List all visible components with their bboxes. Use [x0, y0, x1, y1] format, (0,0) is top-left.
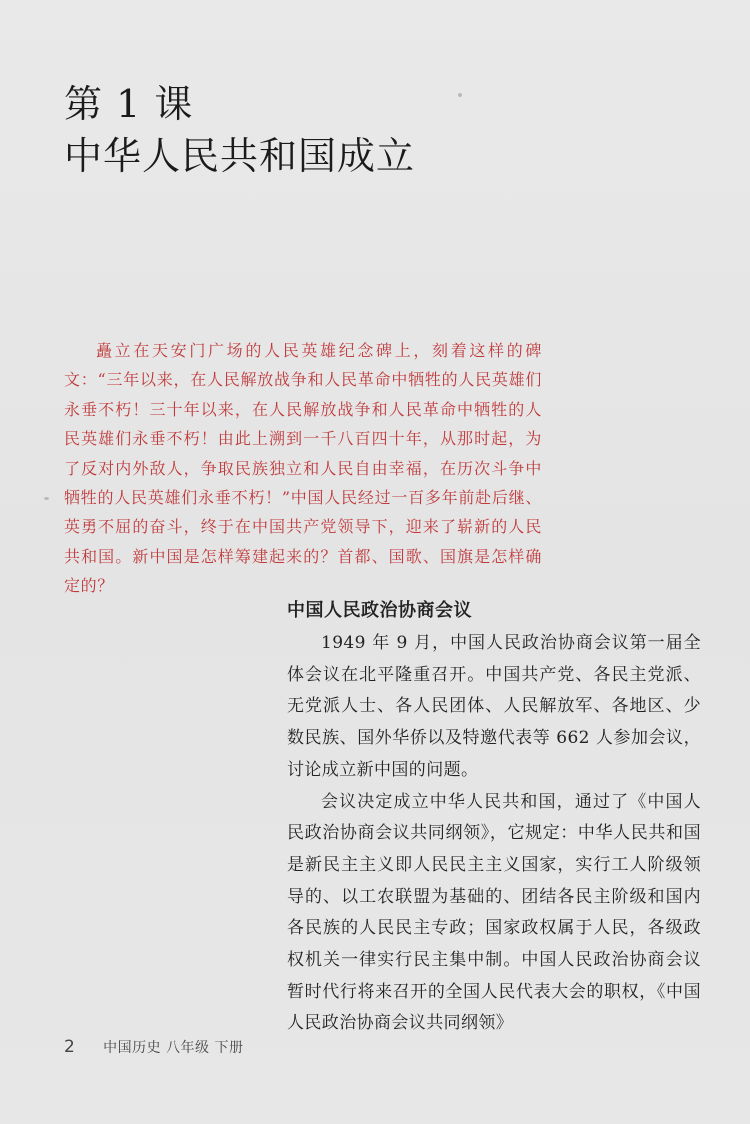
- page-footer: [64, 1037, 244, 1057]
- body-paragraph: 1949 年 9 月，中国人民政治协商会议第一届全体会议在北平隆重召开。中国共产党、各民主党派、无党派人士、各人民团体、人民解放军、各地区、少数民族、国外华侨以及特邀代表等 662 人参加会议，讨论成立新中国的问题。: [287, 633, 701, 780]
- lesson-title: [64, 78, 415, 182]
- lesson-name: 中华人民共和国成立: [64, 134, 416, 178]
- main-content: [287, 594, 701, 1040]
- book-name: 中国历史 八年级 下册: [103, 1040, 244, 1056]
- page-number: 2: [64, 1037, 75, 1057]
- paper-speck: [458, 93, 462, 97]
- paper-speck: [44, 497, 49, 500]
- body-paragraph: 会议决定成立中华人民共和国，通过了《中国人民政治协商会议共同纲领》，它规定：中华人民共和国是新民主主义即人民民主主义国家，实行工人阶级领导的、以工农联盟为基础的、团结各民主阶级和国内各民族的人民民主专政；国家政权属于人民，各级政权机关一律实行民主集中制。中国人民政治协商会议暂时代行将来召开的全国人民代表大会的职权，《中国人民政治协商会议共同纲领》: [287, 791, 701, 1034]
- section-heading: 中国人民政治协商会议: [287, 600, 472, 621]
- intro-paragraph: 矗立在天安门广场的人民英雄纪念碑上，刻着这样的碑文：“三年以来，在人民解放战争和人民革命中牺牲的人民英雄们永垂不朽！三十年以来，在人民解放战争和人民革命中牺牲的人民英雄们永垂不朽！由此上溯到一千八百四十年，从那时起，为了反对内外敌人，争取民族独立和人民自由幸福，在历次斗争中牺牲的人民英雄们永垂不朽！”中国人民经过一百多年前赴后继、英勇不屈的奋斗，终于在中国共产党领导下，迎来了崭新的人民共和国。新中国是怎样筹建起来的？首都、国歌、国旗是怎样确定的？: [64, 341, 542, 596]
- section-label-watermark: [64, 208, 254, 248]
- lesson-number: 第 1 课: [64, 82, 194, 126]
